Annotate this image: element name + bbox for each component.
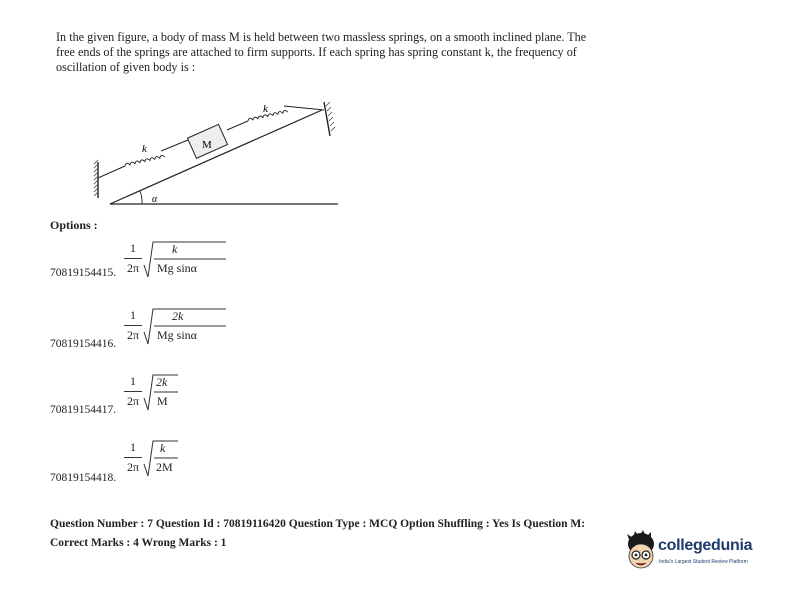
option-4-formula[interactable]: 1 2π k 2M (124, 439, 184, 479)
option-3-id[interactable]: 70819154417. (50, 404, 117, 416)
question-meta: Question Number : 7 Question Id : 70819116420 Question Type : MCQ Option Shuffling : Yes Is Question M: (50, 518, 586, 530)
inclined-plane-figure (90, 98, 350, 213)
spring-right-label: k (263, 103, 268, 115)
right-spring (227, 103, 324, 130)
angle-label: α (152, 194, 158, 205)
option-3-formula[interactable]: 1 2π 2k M (124, 373, 184, 413)
logo-name: collegedunia (658, 537, 753, 554)
mass-label: M (202, 139, 212, 151)
option-4-id[interactable]: 70819154418. (50, 472, 117, 484)
option-2-id[interactable]: 70819154416. (50, 338, 117, 350)
question-text: In the given figure, a body of mass M is held between two massless springs, on a smooth inclined plane. The free ends of the springs are attached to firm supports. If each spring has spring constant k, the frequency of oscillation of given body is : (56, 30, 587, 74)
option-1-id[interactable]: 70819154415. (50, 267, 117, 279)
collegedunia-logo[interactable] (624, 528, 774, 578)
marks-info: Correct Marks : 4 Wrong Marks : 1 (50, 537, 227, 549)
options-label: Options : (50, 218, 98, 232)
option-2-formula[interactable]: 1 2π 2k Mg sinα (124, 307, 224, 347)
option-1-formula[interactable]: 1 2π k Mg sinα (124, 240, 224, 280)
spring-left-label: k (142, 143, 147, 155)
logo-tagline: India's Largest Student Review Platform (659, 559, 748, 565)
mascot-icon (624, 530, 658, 572)
